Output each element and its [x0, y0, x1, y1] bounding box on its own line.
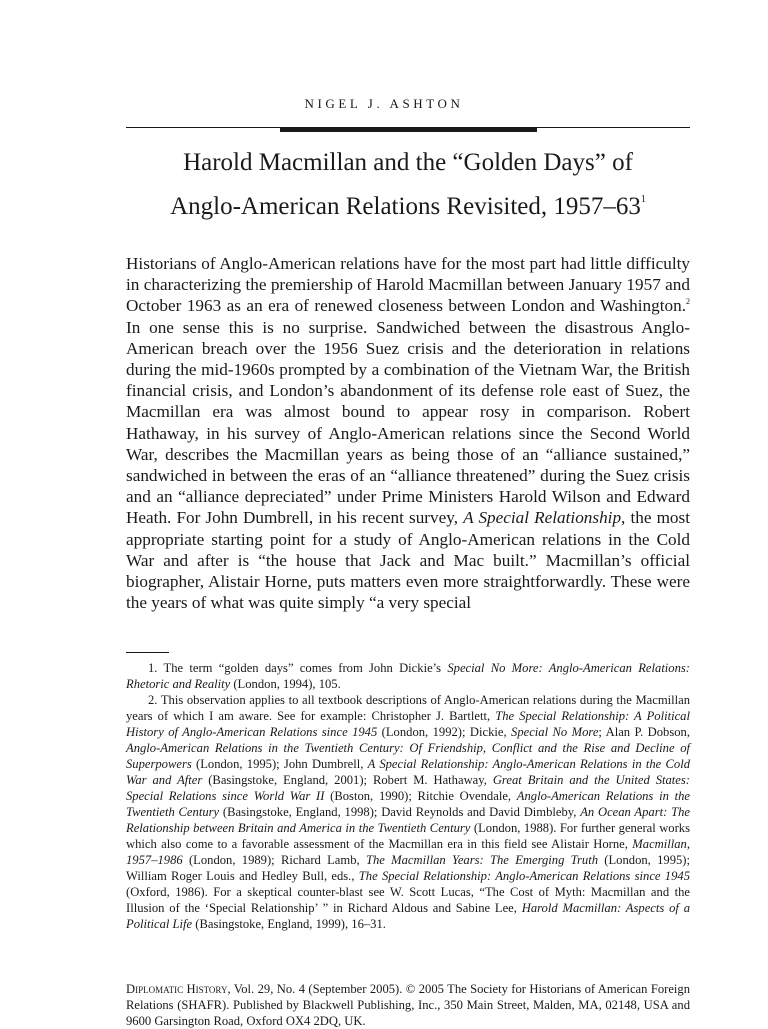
- journal-name: Diplomatic History: [126, 982, 228, 996]
- footnote-2-title: An Ocean Apart: The Relationship between Britain and America in the Twentieth Century: [126, 805, 690, 835]
- footnote-2-title: The Special Relationship: Anglo-American Relations since 1945: [358, 869, 690, 883]
- body-text-part-2: In one sense this is no surprise. Sandwiched between the disastrous Anglo-American breach over the 1956 Suez crisis and the deterioration in relations during the mid-1960s prompted by a combination of the Vietnam War, the British financial crisis, and London’s abandonment of its defense role east of Suez, the Macmillan era was almost bound to appear rosy in comparison. Robert Hathaway, in his survey of Anglo-American relations since the Second World War, describes the Macmillan years as being those of an “alliance sustained,” sandwiched in between the eras of an “alliance threatened” during the Suez crisis and an “alliance depreciated” under Prime Ministers Harold Wilson and Edward Heath. For John Dumbrell, in his recent survey,: [126, 317, 690, 528]
- footnote-2-title: A Special Relationship: Anglo-American Relations in the Cold War and After: [126, 757, 690, 787]
- body-text-part-3: , the most appropriate starting point for a study of Anglo-American relations in the Cold War and after is “the house that Jack and Mac built.” Macmillan’s official biographer, Alistair Horne, puts matters even more straightforwardly. These were the years of what was quite simply “a very special: [126, 508, 690, 613]
- journal-citation: [126, 981, 690, 1029]
- footnote-2-title: The Special Relationship: A Political History of Anglo-American Relations since 1945: [126, 709, 690, 739]
- footnote-2-text: (Boston, 1990); Ritchie Ovendale,: [324, 789, 517, 803]
- article-title: [126, 144, 690, 225]
- footnote-2-title: Harold Macmillan: Aspects of a Political Life: [126, 901, 690, 931]
- footnote-2-title: Anglo-American Relations in the Twentieth Century: Of Friendship, Conflict and the Rise and Decline of Superpowers: [126, 741, 690, 771]
- footnote-2-text: (London, 1995); John Dumbrell,: [191, 757, 368, 771]
- body-paragraph: [126, 253, 690, 613]
- title-line-1: Harold Macmillan and the “Golden Days” of: [183, 149, 633, 176]
- body-text-part-1: Historians of Anglo-American relations have for the most part had little difficulty in characterizing the premiership of Harold Macmillan between January 1957 and October 1963 as an era of renewed closeness between London and Washington.: [126, 254, 690, 316]
- running-header-author: NIGEL J. ASHTON: [304, 96, 464, 111]
- title-footnote-marker[interactable]: 1: [640, 194, 646, 205]
- footnote-2-title: Macmillan, 1957–1986: [126, 837, 690, 867]
- footnote-2-title: Anglo-American Relations in the Twentieth Century: [126, 789, 690, 819]
- footnote-2-title: Special No More: [511, 725, 599, 739]
- journal-details: , Vol. 29, No. 4 (September 2005). © 2005 The Society for Historians of American Foreign Relations (SHAFR). Published by Blackwell Publishing, Inc., 350 Main Street, Malden, MA, 02148, USA and 9600 Garsington Road, Oxford OX4 2DQ, UK.: [126, 982, 691, 1028]
- footnote-2-text: (London, 1989); Richard Lamb,: [182, 853, 366, 867]
- footnote-2-text: (Oxford, 1986). For a skeptical counter-blast see W. Scott Lucas, “The Cost of Myth: Macmillan and the Illusion of the ‘Special Relationship’ ” in Richard Aldous and Sabine Lee,: [126, 885, 690, 915]
- title-line-2: Anglo-American Relations Revisited, 1957–63: [170, 193, 641, 220]
- footnote-1-text-end: (London, 1994), 105.: [230, 677, 341, 691]
- header-rule-accent: [280, 127, 537, 132]
- footnote-2-text: (London, 1992); Dickie,: [377, 725, 512, 739]
- footnote-2-text: (London, 1995); William Roger Louis and Hedley Bull, eds.,: [126, 853, 690, 883]
- footnote-2-text: (Basingstoke, England, 1999), 16–31.: [192, 917, 386, 931]
- footnote-2-title: The Macmillan Years: The Emerging Truth: [365, 853, 598, 867]
- footnote-1-title: Special No More: Anglo-American Relations: Rhetoric and Reality: [126, 661, 690, 691]
- footnote-1-text: 1. The term “golden days” comes from John Dickie’s: [148, 661, 448, 675]
- footnote-2-text: (Basingstoke, England, 2001); Robert M. Hathaway,: [202, 773, 493, 787]
- footnote-2-text: (Basingstoke, England, 1998); David Reynolds and David Dimbleby,: [219, 805, 581, 819]
- footnote-2-text: 2. This observation applies to all textbook descriptions of Anglo-American relations during the Macmillan years of which I am aware. See for example: Christopher J. Bartlett,: [126, 693, 690, 723]
- footnote-2-text: (London, 1988). For further general works which also come to a favorable assessment of the Macmillan era in this field see Alistair Horne,: [126, 821, 690, 851]
- footnote-1: [126, 660, 690, 692]
- footnote-rule: [126, 652, 169, 653]
- footnote-2-text: ; Alan P. Dobson,: [598, 725, 690, 739]
- footnote-2: [126, 692, 690, 932]
- footnotes: [126, 660, 690, 932]
- body-book-title: A Special Relationship: [463, 508, 622, 528]
- footnote-marker-2[interactable]: 2: [686, 297, 690, 307]
- footnote-2-title: Great Britain and the United States: Special Relations since World War II: [126, 773, 690, 803]
